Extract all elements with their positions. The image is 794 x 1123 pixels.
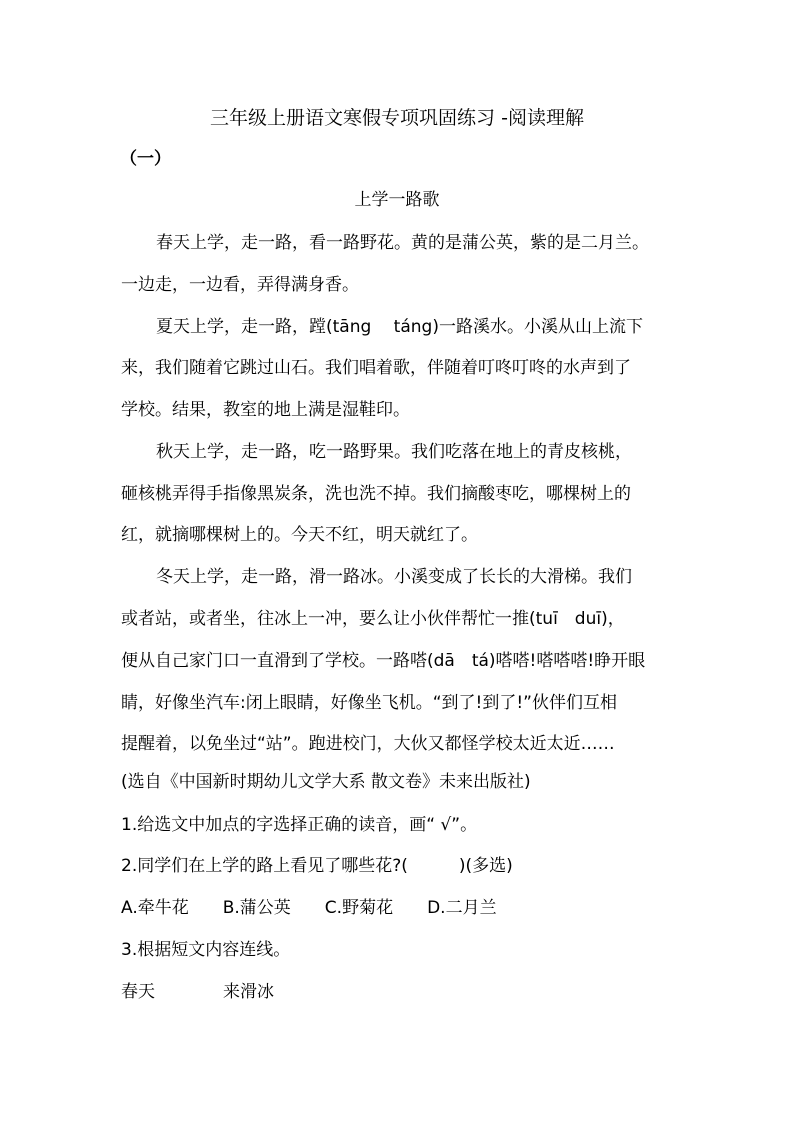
passage-title: 上学一路歌 bbox=[354, 190, 440, 210]
question-1: 1.给选文中加点的字选择正确的读音，画“ √”。 bbox=[121, 815, 478, 835]
passage-line: 一边走，一边看，弄得满身香。 bbox=[121, 275, 359, 295]
source-citation: (选自《中国新时期幼儿文学大系 散文卷》未来出版社) bbox=[121, 772, 531, 792]
question-2-options: A.牵牛花 B.蒲公英 C.野菊花 D.二月兰 bbox=[121, 898, 497, 918]
passage-line: 来，我们随着它跳过山石。我们唱着歌，伴随着叮咚叮咚的水声到了 bbox=[121, 358, 631, 378]
passage-line: 砸核桃弄得手指像黑炭条，洗也洗不掉。我们摘酸枣吃，哪棵树上的 bbox=[121, 484, 631, 504]
question-3: 3.根据短文内容连线。 bbox=[121, 940, 291, 960]
passage-line: 或者站，或者坐，往冰上一冲，要么让小伙伴帮忙一推(tuī duī)， bbox=[121, 609, 625, 629]
passage-line: 提醒着，以免坐过“站”。跑进校门，大伙又都怪学校太近太近…… bbox=[121, 734, 615, 754]
passage-line: 便从自己家门口一直滑到了学校。一路嗒(dā tá)嗒嗒!嗒嗒嗒!睁开眼 bbox=[121, 651, 646, 671]
passage-line: 红，就摘哪棵树上的。今天不红，明天就红了。 bbox=[121, 525, 478, 545]
passage-line: 睛，好像坐汽车:闭上眼睛，好像坐飞机。“到了!到了!”伙伴们互相 bbox=[121, 693, 617, 713]
passage-line: 秋天上学，走一路，吃一路野果。我们吃落在地上的青皮核桃， bbox=[156, 442, 632, 462]
passage-line: 夏天上学，走一路，蹚(tāng táng)一路溪水。小溪从山上流下 bbox=[156, 317, 643, 337]
document-title: 三年级上册语文寒假专项巩固练习 -阅读理解 bbox=[210, 107, 584, 129]
question-2: 2.同学们在上学的路上看见了哪些花?( )(多选) bbox=[121, 856, 513, 876]
passage-line: 冬天上学，走一路，滑一路冰。小溪变成了长长的大滑梯。我们 bbox=[156, 567, 632, 587]
section-label: （一） bbox=[120, 149, 171, 169]
passage-line: 春天上学，走一路，看一路野花。黄的是蒲公英，紫的是二月兰。 bbox=[156, 233, 649, 253]
passage-line: 学校。结果，教室的地上满是湿鞋印。 bbox=[121, 400, 410, 420]
match-row: 春天 来滑冰 bbox=[121, 982, 274, 1002]
